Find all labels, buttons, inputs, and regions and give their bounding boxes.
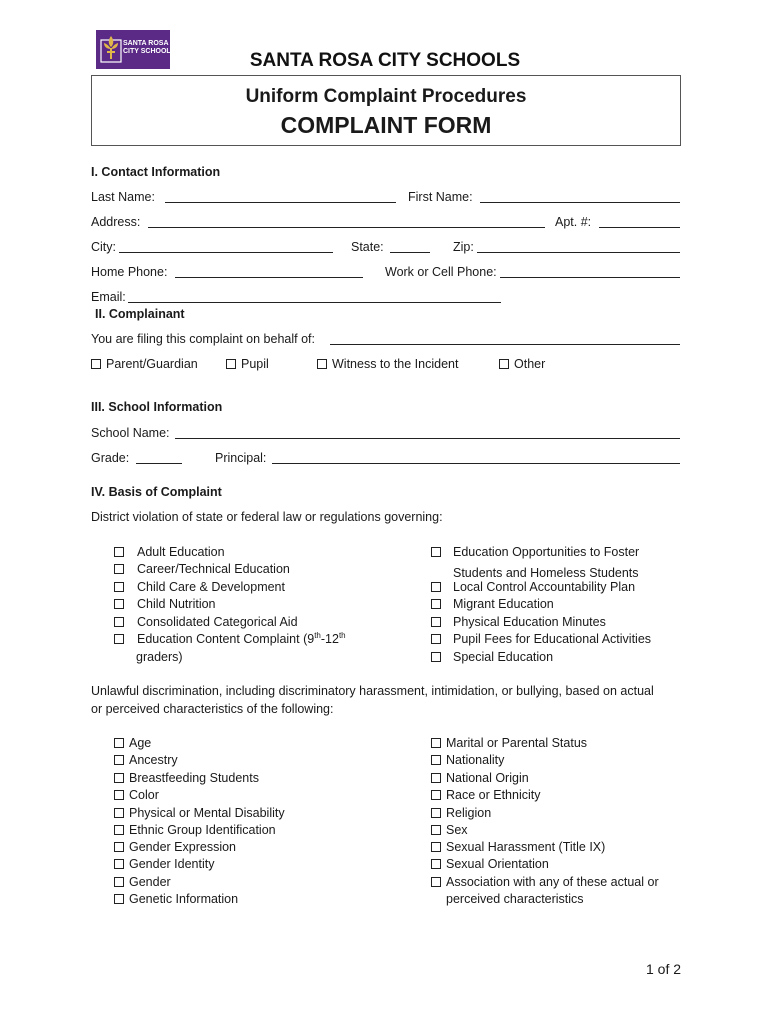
section-contact-heading: I. Contact Information [91,165,221,179]
address-field[interactable] [148,215,545,228]
disc-breastfeeding[interactable] [114,771,259,786]
option-label: Other [514,357,546,371]
checkbox-icon [431,582,441,592]
state-label: State: [351,240,384,254]
option-parent-guardian[interactable] [91,357,198,372]
checkbox-icon [317,359,327,369]
checkbox-icon [431,825,441,835]
item-label: Religion [446,806,492,820]
home-phone-field[interactable] [175,265,363,278]
first-name-label: First Name: [408,190,473,204]
disc-association[interactable] [431,875,659,890]
grade-field[interactable] [136,451,182,464]
grade-label: Grade: [91,451,130,465]
title-box [91,75,681,146]
section-basis-heading: IV. Basis of Complaint [91,485,222,499]
work-phone-label: Work or Cell Phone: [385,265,497,279]
violation-pupil-fees[interactable] [431,632,651,647]
item-label: Physical Education Minutes [453,615,606,629]
item-label: Adult Education [137,545,225,559]
item-label: Association with any of these actual or [446,875,659,889]
work-phone-field[interactable] [500,265,680,278]
checkbox-icon [114,894,124,904]
item-label: Education Opportunities to Foster [453,545,640,559]
checkbox-icon [114,547,124,557]
checkbox-icon [431,877,441,887]
violation-consolidated-aid[interactable] [114,615,298,630]
zip-field[interactable] [477,240,680,253]
item-label: Race or Ethnicity [446,788,541,802]
item-label: Ancestry [129,753,178,767]
item-label: Career/Technical Education [137,562,290,576]
home-phone-label: Home Phone: [91,265,168,279]
violation-special-education[interactable] [431,650,553,665]
violation-career-technical[interactable] [114,562,290,577]
discrimination-intro-1: Unlawful discrimination, including discriminatory harassment, intimidation, or bullying, based on actual [91,684,654,698]
checkbox-icon [226,359,236,369]
principal-field[interactable] [272,451,680,464]
option-label: Pupil [241,357,269,371]
disc-marital[interactable] [431,736,587,751]
disc-sexual-orientation[interactable] [431,857,549,872]
last-name-label: Last Name: [91,190,155,204]
apt-label: Apt. #: [555,215,592,229]
item-label: Nationality [446,753,505,767]
disc-association-cont: perceived characteristics [446,892,584,906]
checkbox-icon [499,359,509,369]
violation-physical-education[interactable] [431,615,606,630]
item-label: Ethnic Group Identification [129,823,276,837]
checkbox-icon [431,842,441,852]
item-label: Sex [446,823,468,837]
checkbox-icon [114,738,124,748]
disc-gender[interactable] [114,875,171,890]
violation-foster-homeless-cont: Students and Homeless Students [453,566,639,580]
option-pupil[interactable] [226,357,269,372]
checkbox-icon [431,808,441,818]
checkbox-icon [114,599,124,609]
checkbox-icon [431,617,441,627]
form-title: COMPLAINT FORM [280,112,492,138]
district-name: SANTA ROSA CITY SCHOOLS [249,50,521,71]
school-name-label: School Name: [91,426,170,440]
checkbox-icon [431,859,441,869]
section-complainant-heading: II. Complainant [95,307,185,321]
logo-line-2: CITY SCHOOLS [123,48,176,55]
checkbox-icon [114,790,124,800]
disc-national-origin[interactable] [431,771,529,786]
disc-race[interactable] [431,788,540,803]
item-label: Sexual Harassment (Title IX) [446,840,606,854]
disc-ethnic-group[interactable] [114,823,276,838]
item-label: Pupil Fees for Educational Activities [453,632,652,646]
disc-sex[interactable] [431,823,468,838]
email-field[interactable] [128,290,501,303]
option-other[interactable] [499,357,545,372]
school-name-field[interactable] [175,426,680,439]
violation-education-content[interactable] [114,632,346,647]
disc-sexual-harassment[interactable] [431,840,605,855]
address-label: Address: [91,215,141,229]
zip-label: Zip: [453,240,474,254]
disc-ancestry[interactable] [114,753,178,768]
first-name-field[interactable] [480,190,680,203]
item-label: Consolidated Categorical Aid [137,615,298,629]
checkbox-icon [114,617,124,627]
city-label: City: [91,240,116,254]
checkbox-icon [114,755,124,765]
discrimination-intro-2: or perceived characteristics of the following: [91,702,334,716]
email-label: Email: [91,290,126,304]
checkbox-icon [431,790,441,800]
checkbox-icon [431,652,441,662]
superscript: th [338,630,346,640]
violation-child-care[interactable] [114,580,285,595]
item-label: Migrant Education [453,597,554,611]
principal-label: Principal: [215,451,267,465]
section-school-heading: III. School Information [91,400,223,414]
form-subtitle: Uniform Complaint Procedures [245,86,527,107]
option-label: Witness to the Incident [332,357,459,371]
last-name-field[interactable] [165,190,396,203]
item-label: Age [129,736,152,750]
item-label: Local Control Accountability Plan [453,580,636,594]
disc-age[interactable] [114,736,151,751]
disc-nationality[interactable] [431,753,504,768]
checkbox-icon [114,808,124,818]
checkbox-icon [114,859,124,869]
checkbox-icon [431,547,441,557]
item-label: Breastfeeding Students [129,771,259,785]
option-label: Parent/Guardian [106,357,198,371]
item-label: Child Care & Development [137,580,285,594]
checkbox-icon [431,599,441,609]
disc-gender-identity[interactable] [114,857,214,872]
checkbox-icon [114,842,124,852]
item-label: Gender Identity [129,857,215,871]
city-field[interactable] [119,240,333,253]
item-label: Child Nutrition [137,597,216,611]
checkbox-icon [91,359,101,369]
apt-field[interactable] [599,215,680,228]
superscript: th [314,630,321,640]
option-witness[interactable] [317,357,458,372]
checkbox-icon [114,582,124,592]
state-field[interactable] [390,240,430,253]
item-label: Genetic Information [129,892,239,906]
item-label: Color [129,788,159,802]
item-label: Education Content Complaint (9 [137,632,315,646]
checkbox-icon [114,877,124,887]
disc-genetic[interactable] [114,892,238,907]
behalf-field[interactable] [330,332,680,345]
checkbox-icon [114,564,124,574]
item-label: Gender Expression [129,840,237,854]
item-label: Marital or Parental Status [446,736,588,750]
disc-color[interactable] [114,788,159,803]
checkbox-icon [114,634,124,644]
violation-education-content-cont: graders) [136,650,183,664]
violation-foster-homeless[interactable] [431,545,639,560]
checkbox-icon [431,773,441,783]
checkbox-icon [431,755,441,765]
item-label: Gender [129,875,171,889]
checkbox-icon [431,738,441,748]
violation-migrant[interactable] [431,597,554,612]
violation-adult-education[interactable] [114,545,225,560]
item-label: National Origin [446,771,529,785]
checkbox-icon [431,634,441,644]
violation-child-nutrition[interactable] [114,597,216,612]
disc-gender-expression[interactable] [114,840,236,855]
behalf-label: You are filing this complaint on behalf of: [91,332,315,346]
page-number: 1 of 2 [646,961,682,977]
checkbox-icon [114,773,124,783]
item-label: Sexual Orientation [446,857,549,871]
item-label: Special Education [453,650,554,664]
logo-line-1: SANTA ROSA [123,40,169,47]
item-label-mid: -12 [320,632,339,646]
violation-intro: District violation of state or federal law or regulations governing: [91,510,443,524]
disc-religion[interactable] [431,806,491,821]
checkbox-icon [114,825,124,835]
violation-lcap[interactable] [431,580,635,595]
disc-disability[interactable] [114,806,285,821]
item-label: Physical or Mental Disability [129,806,285,820]
